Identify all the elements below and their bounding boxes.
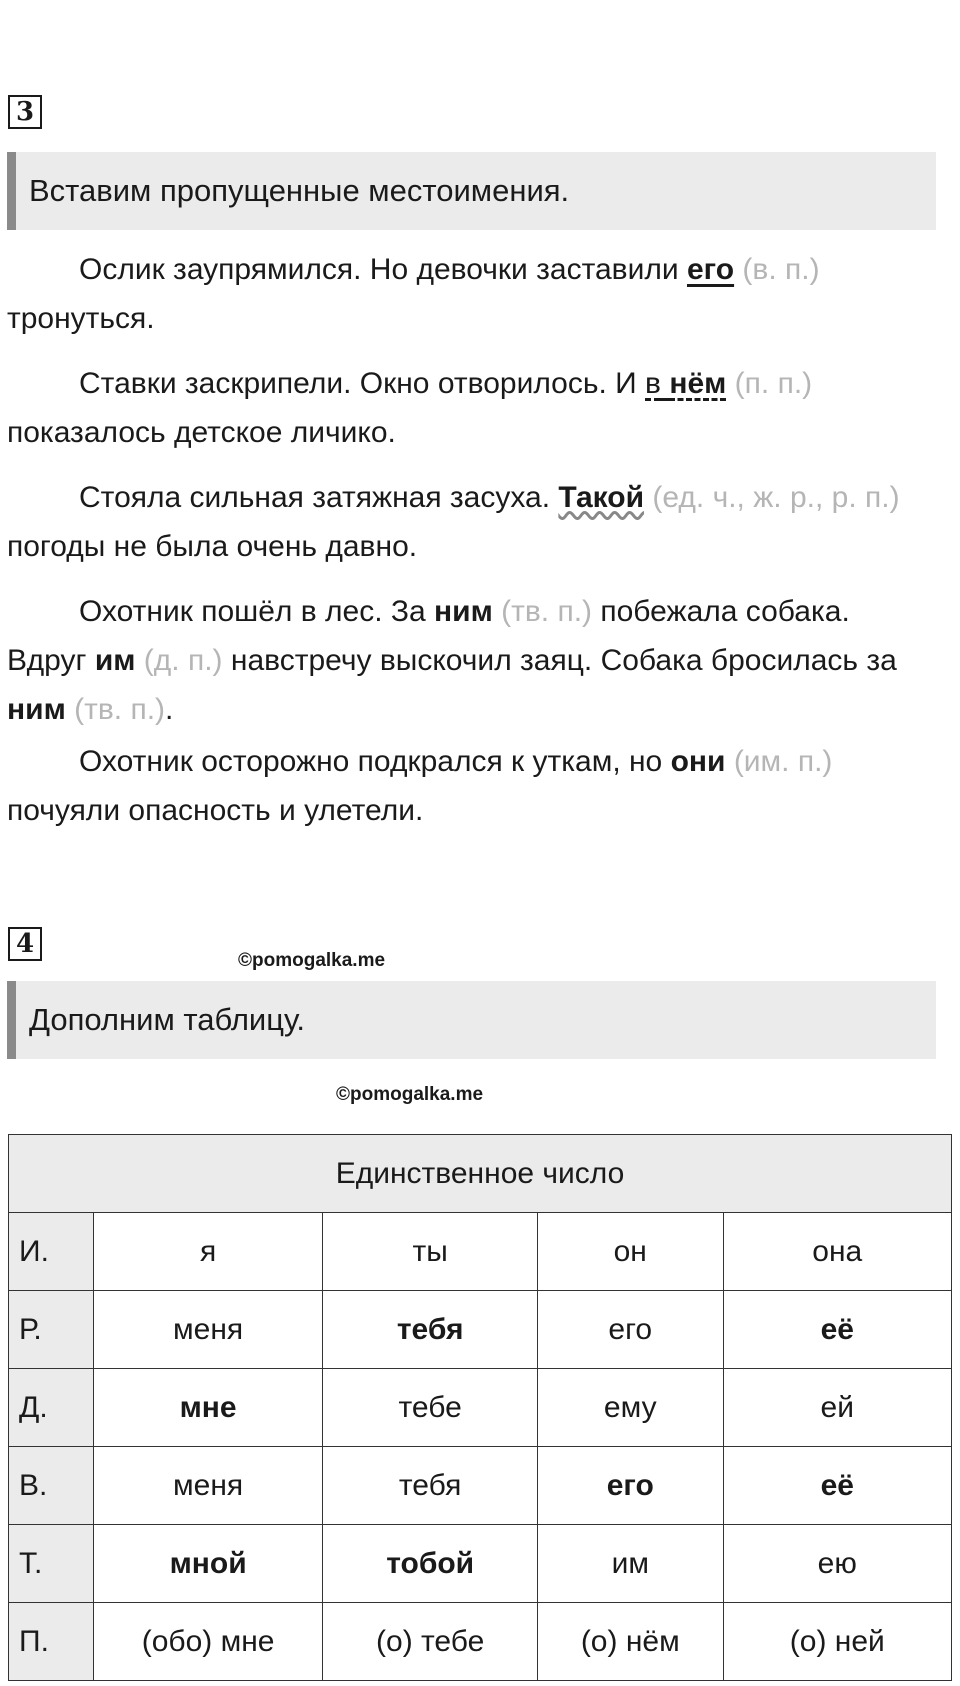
table-cell-answer: тобой [323, 1525, 538, 1603]
task-number-4: 4 [8, 927, 42, 961]
case-note: (д. п.) [143, 644, 223, 677]
table-row [9, 1369, 952, 1447]
table-cell: меня [93, 1447, 323, 1525]
table-cell: я [93, 1213, 323, 1291]
case-label: Д. [9, 1369, 94, 1447]
case-label: И. [9, 1213, 94, 1291]
task3-paragraph-4: Охотник пошёл в лес. За ним (тв. п.) побежала собака. Вдруг им (д. п.) навстречу выскочил заяц. Собака бросилась за ним (тв. п.). [7, 595, 897, 726]
task3-paragraph-1: Ослик заупрямился. Но девочки заставили его (в. п.) тронуться. [7, 253, 820, 335]
case-note: (тв. п.) [501, 595, 593, 628]
case-note: (п. п.) [734, 367, 813, 400]
table-cell: тебе [323, 1369, 538, 1447]
case-note: (им. п.) [733, 745, 833, 778]
task-number-3: 3 [8, 95, 42, 129]
inserted-pronoun: в нём [645, 367, 727, 400]
table-header-row [9, 1135, 952, 1213]
task3-paragraph-5: Охотник осторожно подкрался к уткам, но они (им. п.) почуяли опасность и улетели. [7, 745, 833, 827]
table-cell: он [537, 1213, 723, 1291]
task3-instruction: Вставим пропущенные местоимения. [7, 152, 936, 230]
table-cell-answer: мне [93, 1369, 323, 1447]
pronoun-table [8, 1134, 952, 1681]
case-label: В. [9, 1447, 94, 1525]
table-cell-answer: мной [93, 1525, 323, 1603]
table-cell: тебя [323, 1447, 538, 1525]
case-label: Р. [9, 1291, 94, 1369]
inserted-pronoun: им [94, 644, 136, 677]
table-cell: ты [323, 1213, 538, 1291]
task4-instruction: Дополним таблицу. [7, 981, 936, 1059]
table-row [9, 1447, 952, 1525]
inserted-pronoun: ним [434, 595, 493, 628]
table-cell: (о) тебе [323, 1603, 538, 1681]
task3-paragraph-3: Стояла сильная затяжная засуха. Такой (ед. ч., ж. р., р. п.) погоды не была очень давно. [7, 481, 900, 563]
inserted-pronoun: его [686, 253, 735, 286]
inserted-pronoun: ним [7, 693, 66, 726]
table-row [9, 1603, 952, 1681]
case-note: (тв. п.) [74, 693, 166, 726]
table-cell-answer: её [723, 1291, 951, 1369]
case-label: Т. [9, 1525, 94, 1603]
table-cell: его [537, 1291, 723, 1369]
case-note: (ед. ч., ж. р., р. п.) [652, 481, 900, 514]
table-cell: (о) нём [537, 1603, 723, 1681]
table-cell: она [723, 1213, 951, 1291]
table-row [9, 1291, 952, 1369]
table-cell: ему [537, 1369, 723, 1447]
table-cell: (обо) мне [93, 1603, 323, 1681]
case-note: (в. п.) [742, 253, 820, 286]
table-cell-answer: тебя [323, 1291, 538, 1369]
table-cell-answer: его [537, 1447, 723, 1525]
task3-paragraph-2: Ставки заскрипели. Окно отворилось. И в нём (п. п.) показалось детское личико. [7, 367, 813, 449]
watermark: ©pomogalka.me [336, 1084, 484, 1105]
table-cell: ею [723, 1525, 951, 1603]
table-cell: (о) ней [723, 1603, 951, 1681]
table-cell: ей [723, 1369, 951, 1447]
watermark: ©pomogalka.me [238, 950, 386, 971]
table-cell: меня [93, 1291, 323, 1369]
inserted-pronoun: они [670, 745, 726, 778]
table-row [9, 1525, 952, 1603]
table-row [9, 1213, 952, 1291]
case-label: П. [9, 1603, 94, 1681]
table-cell: им [537, 1525, 723, 1603]
table-header: Единственное число [9, 1135, 952, 1213]
table-cell-answer: её [723, 1447, 951, 1525]
inserted-pronoun: Такой [558, 481, 645, 514]
